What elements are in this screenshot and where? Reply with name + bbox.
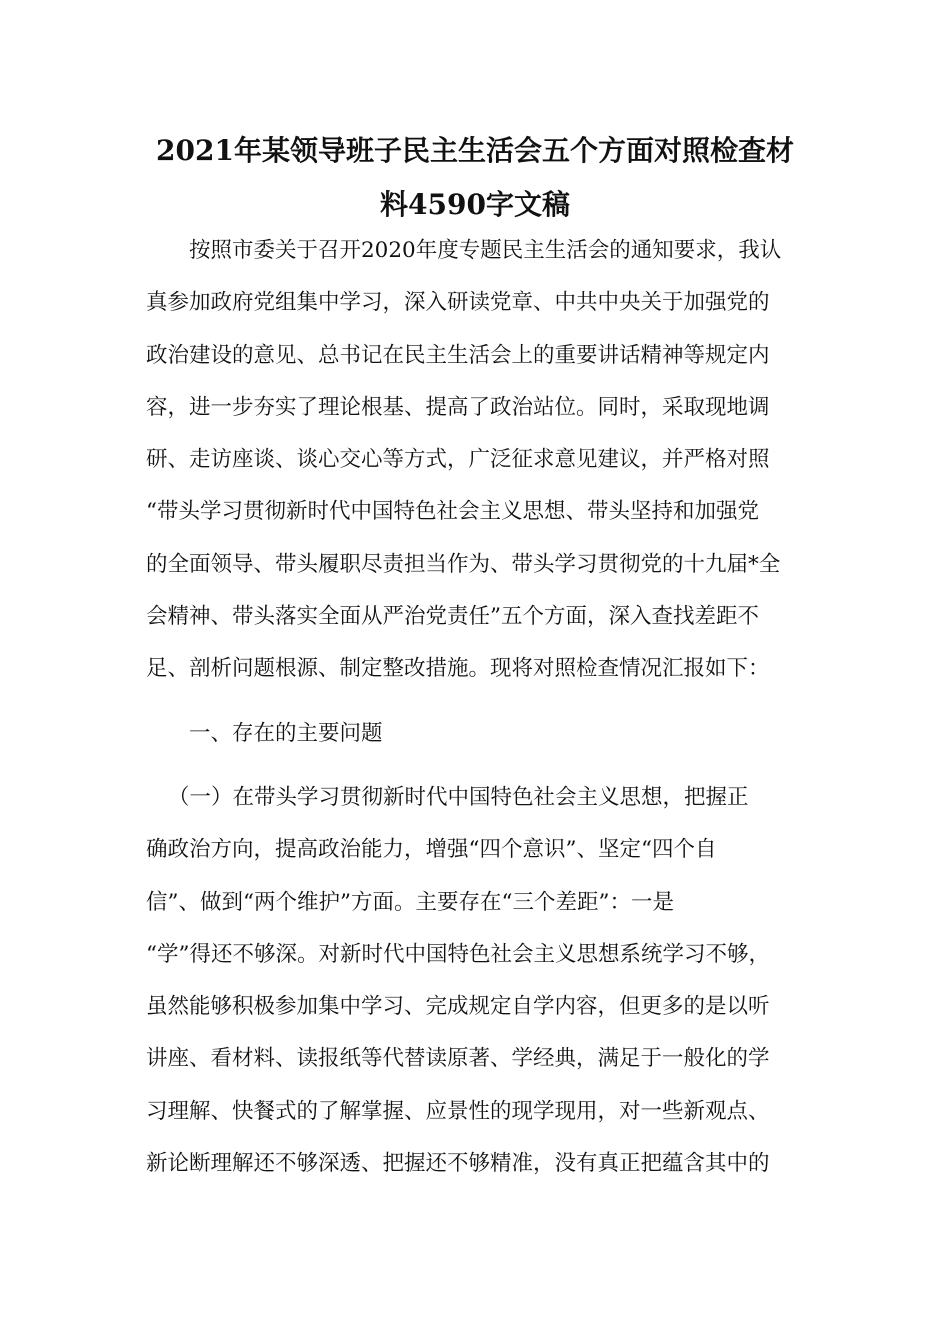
paragraph-spacer: [146, 760, 806, 772]
paragraph-line: 讲座、看材料、读报纸等代替读原著、学经典，满足于一般化的学: [146, 1046, 770, 1072]
paragraph-line: 政治建设的意见、总书记在民主生活会上的重要讲话精神等规定内: [146, 342, 770, 368]
paragraph-line: 虽然能够积极参加集中学习、完成规定自学内容，但更多的是以听: [146, 994, 770, 1020]
paragraph-line: 会精神、带头落实全面从严治党责任”五个方面，深入查找差距不: [146, 604, 759, 630]
paragraph-line: 按照市委关于召开2020年度专题民主生活会的通知要求，我认: [189, 238, 782, 263]
paragraph-line: 的全面领导、带头履职尽责担当作为、带头学习贯彻党的十九届*全: [146, 551, 781, 577]
paragraph-line: 足、剖析问题根源、制定整改措施。现将对照检查情况汇报如下：: [146, 656, 770, 682]
paragraph-line: 新论断理解还不够深透、把握还不够精准，没有真正把蕴含其中的: [146, 1151, 770, 1177]
paragraph-line: 信”、做到“两个维护”方面。主要存在“三个差距”：一是: [146, 889, 674, 915]
paragraph-line: 研、走访座谈、谈心交心等方式，广泛征求意见建议，并严格对照: [146, 447, 770, 473]
intro-paragraph: [146, 225, 806, 696]
title-line: 料4590字文稿: [380, 188, 570, 221]
subsection-paragraph: [146, 772, 806, 1190]
document-title: [120, 124, 830, 232]
title-line: 2021年某领导班子民主生活会五个方面对照检查材: [156, 134, 794, 167]
section-heading: [146, 708, 806, 760]
paragraph-line: 习理解、快餐式的了解掌握、应景性的现学现用，对一些新观点、: [146, 1098, 770, 1124]
paragraph-line: “带头学习贯彻新时代中国特色社会主义思想、带头坚持和加强党: [146, 499, 759, 525]
section-heading-text: 一、存在的主要问题: [189, 720, 383, 746]
paragraph-line: “学”得还不够深。对新时代中国特色社会主义思想系统学习不够，: [146, 941, 770, 967]
paragraph-spacer: [146, 696, 806, 708]
document-body: [146, 225, 806, 1190]
paragraph-line: （一）在带头学习贯彻新时代中国特色社会主义思想，把握正: [168, 784, 749, 810]
paragraph-line: 真参加政府党组集中学习，深入研读党章、中共中央关于加强党的: [146, 290, 770, 316]
paragraph-line: 容，进一步夯实了理论根基、提高了政治站位。同时，采取现地调: [146, 394, 770, 420]
paragraph-line: 确政治方向，提高政治能力，增强“四个意识”、坚定“四个自: [146, 837, 717, 863]
